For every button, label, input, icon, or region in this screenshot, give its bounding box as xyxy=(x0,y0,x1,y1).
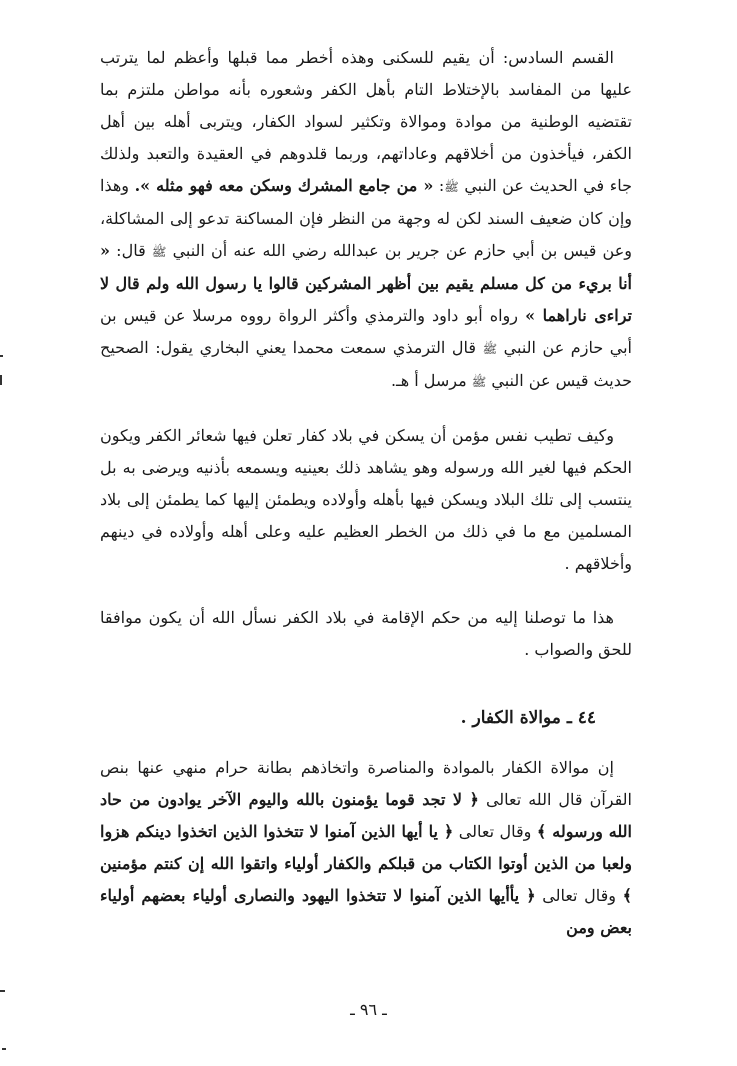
salawat-glyph: ﷺ xyxy=(482,342,498,356)
page-number: ـ ٩٦ ـ xyxy=(350,1000,387,1019)
scan-mark xyxy=(2,1048,6,1050)
paragraph-allegiance xyxy=(100,752,632,944)
paragraph-section-six: القسم السادس: أن يقيم للسكنى وهذه أخطر مما قبلها وأعظم لما يترتب عليها من المفاسد بالإختلاط التام بأهل الكفر وشعوره بأنه مواطن ملتزم بما تقتضيه الوطنية من موادة وموالاة وتكثير لسواد الكفار، ويتربى أهله بين أهل الكفر، فيأخذون من أخلاقهم وعاداتهم، وربما قلدوهم في العقيدة والتعبد ولذلك جاء في الحديث عن النبي ﷺ: « من جامع المشرك وسكن معه فهو مثله ». وهذا وإن كان ضعيف السند لكن له وجهة من النظر فإن المساكنة تدعو إلى المشاكلة، وعن قيس بن أبي حازم عن جرير بن عبدالله رضي الله عنه أن النبي ﷺ قال: « أنا بريء من كل مسلم يقيم بين أظهر المشركين قالوا يا رسول الله ولم قال لا تراءى ناراهما » رواه أبو داود والترمذي وأكثر الرواة رووه مرسلا عن قيس بن أبي حازم عن النبي ﷺ قال الترمذي سمعت محمدا يعني البخاري يقول: الصحيح حديث قيس عن النبي ﷺ مرسل أ هـ. xyxy=(100,48,633,390)
tirmidhi-text: قال الترمذي سمعت محمدا يعني البخاري يقول: الصحيح حديث قيس عن النبي xyxy=(100,338,632,390)
salawat-glyph: ﷺ xyxy=(151,245,167,259)
hadith-quote-2: « أنا بريء من كل مسلم يقيم بين أظهر المشركين قالوا يا رسول الله ولم قال لا تراءى ناراهما » xyxy=(100,241,633,325)
commentary-text: وهذا وإن كان ضعيف السند لكن له وجهة من النظر فإن المساكنة تدعو إلى المشاكلة، وعن قيس بن أبي حازم عن جرير بن عبدالله رضي الله عنه أن النبي xyxy=(100,176,632,260)
waqal-text: وقال تعالى xyxy=(542,886,616,905)
quran-verse-2: ﴿ يا أيها الذين آمنوا لا تتخذوا الذين اتخذوا دينكم هزوا ولعبا من الذين أوتوا الكتاب من قبلكم والكفار أولياء واتقوا الله إن كنتم مؤمنين ﴾ xyxy=(100,822,633,905)
scan-mark xyxy=(0,375,2,385)
waqal-text: وقال تعالى xyxy=(458,822,532,841)
hadith-quote-1: « من جامع المشرك وسكن معه فهو مثله ». xyxy=(134,176,434,195)
salawat-glyph: ﷺ xyxy=(444,180,459,194)
section-heading: ٤٤ ـ موالاة الكفار . xyxy=(460,708,596,728)
qal-text: قال: xyxy=(116,241,146,260)
allegiance-intro: إن موالاة الكفار بالموادة والمناصرة واتخاذهم بطانة حرام منهي عنها بنص القرآن قال الله تعالى xyxy=(100,758,632,809)
mursal-text: مرسل أ هـ. xyxy=(390,371,467,390)
quran-verse-1: ﴿ لا تجد قوما يؤمنون بالله واليوم الآخر يوادون من حاد الله ورسوله ﴾ xyxy=(100,790,633,841)
salawat-glyph: ﷺ xyxy=(471,375,487,389)
page-body xyxy=(100,42,632,944)
quran-verse-3: ﴿ يأأيها الذين آمنوا لا تتخذوا اليهود والنصارى أولياء بعضهم أولياء بعض ومن xyxy=(100,886,632,937)
scan-mark xyxy=(0,990,5,992)
narration-text: رواه أبو داود والترمذي وأكثر الرواة رووه مرسلا عن قيس بن أبي حازم عن النبي xyxy=(100,306,632,357)
paragraph-living-among-disbelievers: وكيف تطيب نفس مؤمن أن يسكن في بلاد كفار تعلن فيها شعائر الكفر ويكون الحكم فيها لغير الله ورسوله وهو يشاهد ذلك بعينيه ويسمعه بأذنيه ويرضى به بل ينتسب إلى تلك البلاد ويسكن فيها بأهله وأولاده ويطمئن إليها كما يطمئن إلى بلاد المسلمين مع ما في ذلك من الخطر العظيم عليه وعلى أهله وأولاده في دينهم وأخلاقهم . xyxy=(100,426,632,573)
section-six-intro: القسم السادس: أن يقيم للسكنى وهذه أخطر مما قبلها وأعظم لما يترتب عليها من المفاسد بالإختلاط التام بأهل الكفر وشعوره بأنه مواطن ملتزم بما تقتضيه الوطنية من موادة وموالاة وتكثير لسواد الكفار، ويتربى أهله بين أهل الكفر، فيأخذون من أخلاقهم وعاداتهم، وربما قلدوهم في العقيدة والتعبد ولذلك جاء في الحديث عن النبي xyxy=(100,48,633,195)
scan-mark xyxy=(0,355,3,357)
paragraph-conclusion: هذا ما توصلنا إليه من حكم الإقامة في بلاد الكفر نسأل الله أن يكون موافقا للحق والصواب . xyxy=(100,608,632,659)
